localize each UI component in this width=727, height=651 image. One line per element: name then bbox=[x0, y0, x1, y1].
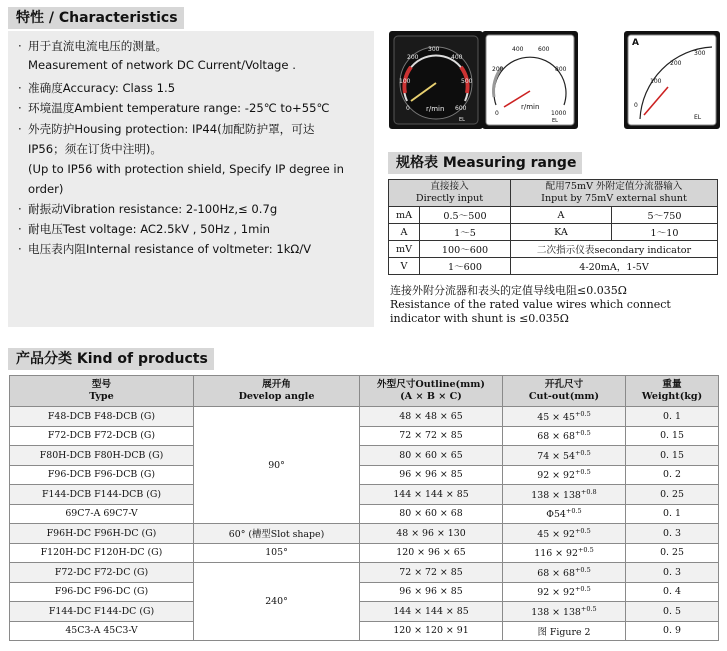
outline-cell: 96 × 96 × 85 bbox=[360, 465, 503, 485]
meter-photo-3 bbox=[624, 31, 720, 129]
weight-cell: 0. 1 bbox=[626, 504, 719, 524]
meter1-scale-600: 600 bbox=[455, 105, 467, 112]
weight-cell: 0. 1 bbox=[626, 407, 719, 427]
type-cell: F72-DCB F72-DCB (G) bbox=[10, 426, 194, 446]
meter1-scale-100: 100 bbox=[399, 78, 411, 85]
col-header-angle: 展开角 Develop angle bbox=[194, 376, 360, 407]
type-cell: F120H-DC F120H-DC (G) bbox=[10, 543, 194, 563]
mr-cell: 二次指示仪表secondary indicator bbox=[511, 241, 718, 258]
cutout-cell: 图 Figure 2 bbox=[503, 621, 626, 641]
mr-cell: 0.5～500 bbox=[420, 207, 511, 224]
mr-cell: A bbox=[511, 207, 612, 224]
meter2-unit: r/min bbox=[521, 103, 540, 111]
table-row bbox=[10, 407, 719, 427]
outline-cell: 144 × 144 × 85 bbox=[360, 602, 503, 622]
meter3-scale-0: 0 bbox=[634, 102, 638, 109]
weight-cell: 0. 3 bbox=[626, 524, 719, 544]
meter1-scale-300: 300 bbox=[428, 46, 440, 53]
type-cell: F80H-DCB F80H-DCB (G) bbox=[10, 446, 194, 466]
col-header-weight: 重量 Weight(kg) bbox=[626, 376, 719, 407]
weight-cell: 0. 25 bbox=[626, 485, 719, 505]
products-title: 产品分类 Kind of products bbox=[8, 348, 214, 370]
meter-photo-1 bbox=[389, 31, 483, 129]
table-row bbox=[10, 485, 719, 505]
cutout-cell: $\Phi 54^{+0.5}$ bbox=[503, 504, 626, 524]
weight-cell: 0. 3 bbox=[626, 563, 719, 583]
char-item-4-line-4: order) bbox=[28, 182, 64, 196]
outline-cell: 120 × 120 × 91 bbox=[360, 621, 503, 641]
type-cell: F96H-DC F96H-DC (G) bbox=[10, 524, 194, 544]
table-row bbox=[389, 207, 718, 224]
weight-cell: 0. 15 bbox=[626, 426, 719, 446]
meter2-scale-1000: 1000 bbox=[551, 110, 567, 117]
cutout-cell: $68 \times 68^{+0.5}$ bbox=[503, 563, 626, 583]
type-cell: F144-DC F144-DC (G) bbox=[10, 602, 194, 622]
weight-cell: 0. 9 bbox=[626, 621, 719, 641]
meter3-brand: EL bbox=[694, 114, 702, 121]
mr-col2-header: 配用75mV 外附定值分流器输入 Input by 75mV external shunt bbox=[511, 180, 718, 207]
outline-cell: 72 × 72 × 85 bbox=[360, 426, 503, 446]
measuring-range-table bbox=[388, 179, 718, 275]
meter2-scale-800: 800 bbox=[555, 66, 567, 73]
mr-note-line-1: 连接外附分流器和表头的定值导线电阻≤0.035Ω bbox=[390, 284, 627, 297]
meter3-unit: A bbox=[632, 38, 639, 48]
table-row bbox=[10, 426, 719, 446]
outline-cell: 80 × 60 × 68 bbox=[360, 504, 503, 524]
col-header-type: 型号 Type bbox=[10, 376, 194, 407]
outline-cell: 144 × 144 × 85 bbox=[360, 485, 503, 505]
outline-cell: 80 × 60 × 65 bbox=[360, 446, 503, 466]
char-item-7: · 电压表内阻Internal resistance of voltmeter: 1kΩ/V bbox=[18, 242, 312, 256]
cutout-cell: $92 \times 92^{+0.5}$ bbox=[503, 465, 626, 485]
char-item-4-line-2: IP56；须在订货中注明)。 bbox=[28, 142, 163, 156]
mr-cell: 1～5 bbox=[420, 224, 511, 241]
type-cell: F96-DC F96-DC (G) bbox=[10, 582, 194, 602]
mr-cell: KA bbox=[511, 224, 612, 241]
table-row bbox=[389, 224, 718, 241]
measuring-range-title: 规格表 Measuring range bbox=[388, 152, 582, 174]
angle-cell: 60° (槽型Slot shape) bbox=[194, 524, 360, 544]
table-row bbox=[10, 504, 719, 524]
table-row bbox=[389, 241, 718, 258]
outline-cell: 48 × 96 × 130 bbox=[360, 524, 503, 544]
type-cell: 69C7-A 69C7-V bbox=[10, 504, 194, 524]
mr-col1-header: 直接接入 Directly input bbox=[389, 180, 511, 207]
meter3-scale-200: 200 bbox=[670, 60, 682, 67]
cutout-cell: $74 \times 54^{+0.5}$ bbox=[503, 446, 626, 466]
meter1-scale-200: 200 bbox=[407, 54, 419, 61]
mr-cell: 1～600 bbox=[420, 258, 511, 275]
mr-note-line-3: indicator with shunt is ≤0.035Ω bbox=[390, 312, 569, 325]
type-cell: F144-DCB F144-DCB (G) bbox=[10, 485, 194, 505]
char-item-5: · 耐振动Vibration resistance: 2-100Hz,≤ 0.7g bbox=[18, 202, 278, 216]
type-cell: F72-DC F72-DC (G) bbox=[10, 563, 194, 583]
meter1-scale-0: 0 bbox=[406, 105, 410, 112]
meter2-scale-400: 400 bbox=[512, 46, 524, 53]
char-item-2: · 准确度Accuracy: Class 1.5 bbox=[18, 81, 176, 95]
outline-cell: 96 × 96 × 85 bbox=[360, 582, 503, 602]
table-row bbox=[10, 446, 719, 466]
meter2-scale-600: 600 bbox=[538, 46, 550, 53]
mr-cell: mA bbox=[389, 207, 420, 224]
char-item-3: · 环境温度Ambient temperature range: -25℃ to+55℃ bbox=[18, 101, 330, 115]
meter3-scale-100: 100 bbox=[650, 78, 662, 85]
weight-cell: 0. 5 bbox=[626, 602, 719, 622]
type-cell: 45C3-A 45C3-V bbox=[10, 621, 194, 641]
table-row bbox=[10, 602, 719, 622]
weight-cell: 0. 4 bbox=[626, 582, 719, 602]
table-row bbox=[10, 465, 719, 485]
cutout-cell: $116 \times 92^{+0.5}$ bbox=[503, 543, 626, 563]
products-header-row bbox=[10, 376, 719, 407]
angle-cell: 240° bbox=[194, 563, 360, 641]
col-header-cutout: 开孔尺寸 Cut-out(mm) bbox=[503, 376, 626, 407]
cutout-cell: $45 \times 45^{+0.5}$ bbox=[503, 407, 626, 427]
meter1-scale-500: 500 bbox=[461, 78, 473, 85]
mr-cell: 4-20mA，1-5V bbox=[511, 258, 718, 275]
table-row bbox=[10, 582, 719, 602]
meter1-unit: r/min bbox=[426, 105, 445, 113]
char-item-4-line-3: (Up to IP56 with protection shield, Specify IP degree in bbox=[28, 162, 344, 176]
outline-cell: 120 × 96 × 65 bbox=[360, 543, 503, 563]
table-row bbox=[10, 543, 719, 563]
weight-cell: 0. 25 bbox=[626, 543, 719, 563]
mr-cell: A bbox=[389, 224, 420, 241]
mr-cell: 5～750 bbox=[612, 207, 718, 224]
char-item-1: · 用于直流电流电压的测量。 bbox=[18, 39, 168, 53]
angle-cell: 105° bbox=[194, 543, 360, 563]
meter2-scale-200: 200 bbox=[492, 66, 504, 73]
type-cell: F48-DCB F48-DCB (G) bbox=[10, 407, 194, 427]
table-row bbox=[10, 524, 719, 544]
meter1-brand: EL bbox=[459, 117, 465, 123]
meter1-scale-400: 400 bbox=[451, 54, 463, 61]
col-header-outline: 外型尺寸Outline(mm) (A × B × C) bbox=[360, 376, 503, 407]
meter2-scale-0: 0 bbox=[495, 110, 499, 117]
meter3-scale-300: 300 bbox=[694, 50, 706, 57]
table-row bbox=[389, 258, 718, 275]
char-item-6: · 耐电压Test voltage: AC2.5kV , 50Hz , 1min bbox=[18, 222, 271, 236]
mr-cell: 100～600 bbox=[420, 241, 511, 258]
weight-cell: 0. 2 bbox=[626, 465, 719, 485]
characteristics-panel bbox=[8, 31, 374, 327]
char-item-4: · 外壳防护Housing protection: IP44(加配防护罩，可达 bbox=[18, 122, 315, 136]
outline-cell: 72 × 72 × 85 bbox=[360, 563, 503, 583]
cutout-cell: $92 \times 92^{+0.5}$ bbox=[503, 582, 626, 602]
mr-header-row bbox=[389, 180, 718, 207]
type-cell: F96-DCB F96-DCB (G) bbox=[10, 465, 194, 485]
products-table bbox=[9, 375, 719, 641]
weight-cell: 0. 15 bbox=[626, 446, 719, 466]
meter-photo-2 bbox=[482, 31, 578, 129]
cutout-cell: $45 \times 92^{+0.5}$ bbox=[503, 524, 626, 544]
mr-cell: mV bbox=[389, 241, 420, 258]
angle-cell: 90° bbox=[194, 407, 360, 524]
char-item-1-line-2: Measurement of network DC Current/Voltage . bbox=[28, 58, 296, 72]
table-row bbox=[10, 621, 719, 641]
cutout-cell: $138 \times 138^{+0.5}$ bbox=[503, 602, 626, 622]
cutout-cell: $138 \times 138^{+0.8}$ bbox=[503, 485, 626, 505]
mr-cell: 1～10 bbox=[612, 224, 718, 241]
mr-cell: V bbox=[389, 258, 420, 275]
mr-note-line-2: Resistance of the rated value wires which connect bbox=[390, 298, 671, 311]
meter2-brand: EL bbox=[552, 118, 558, 124]
characteristics-title: 特性 / Characteristics bbox=[8, 7, 184, 29]
outline-cell: 48 × 48 × 65 bbox=[360, 407, 503, 427]
cutout-cell: $68 \times 68^{+0.5}$ bbox=[503, 426, 626, 446]
table-row bbox=[10, 563, 719, 583]
